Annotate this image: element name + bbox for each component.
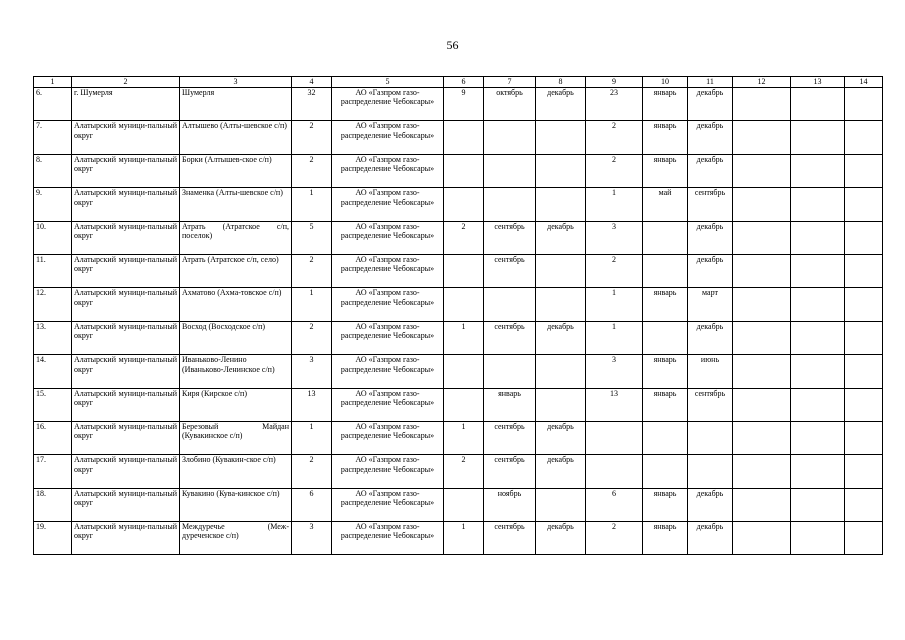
table-cell: Алатырский муници-пальный округ <box>72 421 180 454</box>
table-cell <box>845 388 883 421</box>
column-number-cell: 8 <box>536 77 586 88</box>
table-cell <box>791 188 845 221</box>
table-cell: декабрь <box>688 88 733 121</box>
table-cell <box>733 188 791 221</box>
table-cell: 32 <box>292 88 332 121</box>
table-cell: 2 <box>586 254 643 287</box>
table-cell: АО «Газпром газо-распределение Чебоксары» <box>332 455 444 488</box>
table-cell: 5 <box>292 221 332 254</box>
table-cell: декабрь <box>536 421 586 454</box>
table-cell <box>733 355 791 388</box>
table-cell: 2 <box>292 121 332 154</box>
table-cell <box>791 288 845 321</box>
table-cell <box>484 355 536 388</box>
table-cell: Иваньково-Ленино (Иваньково-Ленинское с/п) <box>180 355 292 388</box>
table-cell: 7. <box>34 121 72 154</box>
table-cell: декабрь <box>688 221 733 254</box>
table-cell: 13 <box>292 388 332 421</box>
table-cell <box>444 254 484 287</box>
table-cell: 1 <box>444 522 484 555</box>
table-row <box>34 154 883 187</box>
table-cell: 16. <box>34 421 72 454</box>
table-cell <box>733 288 791 321</box>
table-cell: Алатырский муници-пальный округ <box>72 221 180 254</box>
table-cell <box>536 121 586 154</box>
column-number-cell: 14 <box>845 77 883 88</box>
table-cell: 17. <box>34 455 72 488</box>
table-cell: 6 <box>586 488 643 521</box>
table-cell: 2 <box>292 455 332 488</box>
table-cell <box>643 321 688 354</box>
table-cell: сентябрь <box>688 388 733 421</box>
table-cell <box>536 188 586 221</box>
table-cell: 9 <box>444 88 484 121</box>
table-cell: декабрь <box>688 254 733 287</box>
table-cell: 3 <box>292 522 332 555</box>
table-cell <box>845 522 883 555</box>
table-cell: АО «Газпром газо-распределение Чебоксары» <box>332 321 444 354</box>
table-cell <box>444 121 484 154</box>
table-cell: 3 <box>586 221 643 254</box>
table-cell: декабрь <box>536 88 586 121</box>
table-cell <box>536 254 586 287</box>
table-cell: декабрь <box>688 321 733 354</box>
table-cell: октябрь <box>484 88 536 121</box>
table-cell: 2 <box>292 154 332 187</box>
table-cell: сентябрь <box>688 188 733 221</box>
table-cell: Злобино (Кувакин-ское с/п) <box>180 455 292 488</box>
table-cell: декабрь <box>536 455 586 488</box>
table-cell: январь <box>643 355 688 388</box>
table-cell: 18. <box>34 488 72 521</box>
table-cell: АО «Газпром газо-распределение Чебоксары» <box>332 121 444 154</box>
table-cell: декабрь <box>688 488 733 521</box>
table-cell: АО «Газпром газо-распределение Чебоксары» <box>332 488 444 521</box>
table-cell: сентябрь <box>484 254 536 287</box>
table-row <box>34 221 883 254</box>
table-cell <box>845 154 883 187</box>
table-cell <box>733 522 791 555</box>
table-cell: 15. <box>34 388 72 421</box>
table-cell: 1 <box>586 288 643 321</box>
column-number-cell: 12 <box>733 77 791 88</box>
table-cell <box>791 254 845 287</box>
table-cell: АО «Газпром газо-распределение Чебоксары» <box>332 254 444 287</box>
column-number-cell: 9 <box>586 77 643 88</box>
table-cell <box>733 121 791 154</box>
table-cell <box>536 388 586 421</box>
table-cell <box>444 488 484 521</box>
table-cell: АО «Газпром газо-распределение Чебоксары» <box>332 88 444 121</box>
table-cell: АО «Газпром газо-распределение Чебоксары» <box>332 221 444 254</box>
table-cell <box>444 388 484 421</box>
table-cell <box>484 288 536 321</box>
table-cell: Атрать (Атратское с/п, поселок) <box>180 221 292 254</box>
table-row <box>34 421 883 454</box>
column-number-cell: 4 <box>292 77 332 88</box>
table-cell: 1 <box>444 421 484 454</box>
table-cell: сентябрь <box>484 421 536 454</box>
table-cell: Алатырский муници-пальный округ <box>72 121 180 154</box>
column-number-cell: 11 <box>688 77 733 88</box>
table-cell <box>791 421 845 454</box>
table-cell: 1 <box>586 188 643 221</box>
table-cell: декабрь <box>536 522 586 555</box>
table-cell <box>484 121 536 154</box>
table-cell <box>484 154 536 187</box>
table-cell <box>845 188 883 221</box>
table-cell: 1 <box>586 321 643 354</box>
table-cell <box>688 455 733 488</box>
table-cell: 10. <box>34 221 72 254</box>
table-cell: сентябрь <box>484 455 536 488</box>
table-cell: 12. <box>34 288 72 321</box>
table-cell: 1 <box>292 188 332 221</box>
table-cell: 19. <box>34 522 72 555</box>
table-cell: АО «Газпром газо-распределение Чебоксары» <box>332 154 444 187</box>
table-cell: АО «Газпром газо-распределение Чебоксары» <box>332 522 444 555</box>
table-cell: Междуречье (Меж-дуреченское с/п) <box>180 522 292 555</box>
table-row <box>34 522 883 555</box>
table-row <box>34 188 883 221</box>
table-cell <box>733 154 791 187</box>
table-cell: сентябрь <box>484 522 536 555</box>
table-cell <box>733 321 791 354</box>
table-cell <box>845 88 883 121</box>
table-cell: 2 <box>444 221 484 254</box>
table-cell: сентябрь <box>484 221 536 254</box>
table-cell: январь <box>643 388 688 421</box>
table-row <box>34 455 883 488</box>
table-cell <box>536 288 586 321</box>
column-number-cell: 7 <box>484 77 536 88</box>
table-cell: 9. <box>34 188 72 221</box>
table-cell <box>733 421 791 454</box>
table-cell <box>536 355 586 388</box>
table-cell: Алатырский муници-пальный округ <box>72 288 180 321</box>
table-cell: 3 <box>292 355 332 388</box>
table-row <box>34 488 883 521</box>
table-cell: январь <box>484 388 536 421</box>
table-cell <box>791 221 845 254</box>
table-cell: г. Шумерля <box>72 88 180 121</box>
table-row <box>34 321 883 354</box>
table-cell: 14. <box>34 355 72 388</box>
table-cell <box>845 321 883 354</box>
table-cell: Ахматово (Ахма-товское с/п) <box>180 288 292 321</box>
table-cell: Алатырский муници-пальный округ <box>72 154 180 187</box>
table-cell: сентябрь <box>484 321 536 354</box>
table-cell <box>791 121 845 154</box>
table-cell: 11. <box>34 254 72 287</box>
table-row <box>34 121 883 154</box>
table-cell: 2 <box>586 522 643 555</box>
column-number-cell: 13 <box>791 77 845 88</box>
table-cell: декабрь <box>688 154 733 187</box>
table-cell: декабрь <box>688 522 733 555</box>
column-number-cell: 5 <box>332 77 444 88</box>
column-number-cell: 1 <box>34 77 72 88</box>
table-cell <box>791 88 845 121</box>
table-cell: 6 <box>292 488 332 521</box>
table-cell <box>444 288 484 321</box>
table-cell <box>643 221 688 254</box>
table-cell: АО «Газпром газо-распределение Чебоксары» <box>332 288 444 321</box>
table-cell <box>733 455 791 488</box>
table-cell: январь <box>643 88 688 121</box>
table-cell: Восход (Восходское с/п) <box>180 321 292 354</box>
table-cell <box>484 188 536 221</box>
table-cell: декабрь <box>688 121 733 154</box>
table-cell <box>733 488 791 521</box>
table-cell <box>586 455 643 488</box>
table-cell <box>444 355 484 388</box>
page-number: 56 <box>446 38 459 52</box>
table-cell: июнь <box>688 355 733 388</box>
table-row <box>34 88 883 121</box>
table-cell <box>444 154 484 187</box>
table-cell: январь <box>643 154 688 187</box>
table-cell: Кувакино (Кува-кинское с/п) <box>180 488 292 521</box>
table-cell: 1 <box>292 288 332 321</box>
table-cell <box>733 388 791 421</box>
table-cell <box>845 121 883 154</box>
table-row <box>34 254 883 287</box>
table-cell: Киря (Кирское с/п) <box>180 388 292 421</box>
gasification-schedule-table <box>33 76 883 555</box>
table-cell: Алтышево (Алты-шевское с/п) <box>180 121 292 154</box>
table-cell: Шумерля <box>180 88 292 121</box>
table-cell <box>791 522 845 555</box>
table-cell: январь <box>643 121 688 154</box>
column-number-cell: 2 <box>72 77 180 88</box>
table-cell: январь <box>643 522 688 555</box>
table-cell <box>845 488 883 521</box>
table-cell: Борки (Алтышев-ское с/п) <box>180 154 292 187</box>
table-cell: Березовый Майдан (Кувакинское с/п) <box>180 421 292 454</box>
table-cell <box>643 455 688 488</box>
table-cell <box>688 421 733 454</box>
table-row <box>34 355 883 388</box>
column-number-cell: 10 <box>643 77 688 88</box>
table-cell: 2 <box>292 321 332 354</box>
table-cell: 2 <box>292 254 332 287</box>
table-cell: Знаменка (Алты-шевское с/п) <box>180 188 292 221</box>
table-cell <box>845 221 883 254</box>
table-cell: декабрь <box>536 321 586 354</box>
table-row <box>34 288 883 321</box>
column-number-cell: 3 <box>180 77 292 88</box>
table-cell: Алатырский муници-пальный округ <box>72 188 180 221</box>
table-cell: АО «Газпром газо-распределение Чебоксары» <box>332 388 444 421</box>
table-cell: АО «Газпром газо-распределение Чебоксары» <box>332 188 444 221</box>
table-cell <box>586 421 643 454</box>
column-number-row <box>34 77 883 88</box>
table-cell: АО «Газпром газо-распределение Чебоксары» <box>332 421 444 454</box>
table-cell: декабрь <box>536 221 586 254</box>
table-cell: 23 <box>586 88 643 121</box>
table-cell <box>733 254 791 287</box>
table-cell <box>791 488 845 521</box>
table-cell <box>444 188 484 221</box>
table-cell <box>536 154 586 187</box>
table-cell <box>643 254 688 287</box>
table-cell <box>845 421 883 454</box>
table-cell <box>791 455 845 488</box>
table-cell: 1 <box>292 421 332 454</box>
table-cell: Алатырский муници-пальный округ <box>72 254 180 287</box>
table-cell <box>791 388 845 421</box>
table-cell: Алатырский муници-пальный округ <box>72 455 180 488</box>
table-cell <box>733 221 791 254</box>
table-cell <box>791 355 845 388</box>
table-cell: 1 <box>444 321 484 354</box>
table-cell: 8. <box>34 154 72 187</box>
table-cell <box>536 488 586 521</box>
table-cell: май <box>643 188 688 221</box>
table-cell: АО «Газпром газо-распределение Чебоксары» <box>332 355 444 388</box>
table-cell <box>845 455 883 488</box>
table-cell <box>845 355 883 388</box>
table-cell: 2 <box>586 121 643 154</box>
table-cell: 2 <box>586 154 643 187</box>
table-cell: Алатырский муници-пальный округ <box>72 355 180 388</box>
table-cell <box>791 154 845 187</box>
table-cell: Алатырский муници-пальный округ <box>72 321 180 354</box>
table-cell: 6. <box>34 88 72 121</box>
table-cell <box>643 421 688 454</box>
table-cell <box>845 288 883 321</box>
table-cell: Алатырский муници-пальный округ <box>72 488 180 521</box>
table-cell: 13 <box>586 388 643 421</box>
table-cell: январь <box>643 288 688 321</box>
table-cell <box>791 321 845 354</box>
table-cell: ноябрь <box>484 488 536 521</box>
column-number-cell: 6 <box>444 77 484 88</box>
table-cell: март <box>688 288 733 321</box>
table-cell: 13. <box>34 321 72 354</box>
table-cell: Алатырский муници-пальный округ <box>72 388 180 421</box>
table-cell: 3 <box>586 355 643 388</box>
table-row <box>34 388 883 421</box>
table-cell: Атрать (Атратское с/п, село) <box>180 254 292 287</box>
table-cell <box>733 88 791 121</box>
table-cell: Алатырский муници-пальный округ <box>72 522 180 555</box>
table-cell: 2 <box>444 455 484 488</box>
table-cell <box>845 254 883 287</box>
table-cell: январь <box>643 488 688 521</box>
